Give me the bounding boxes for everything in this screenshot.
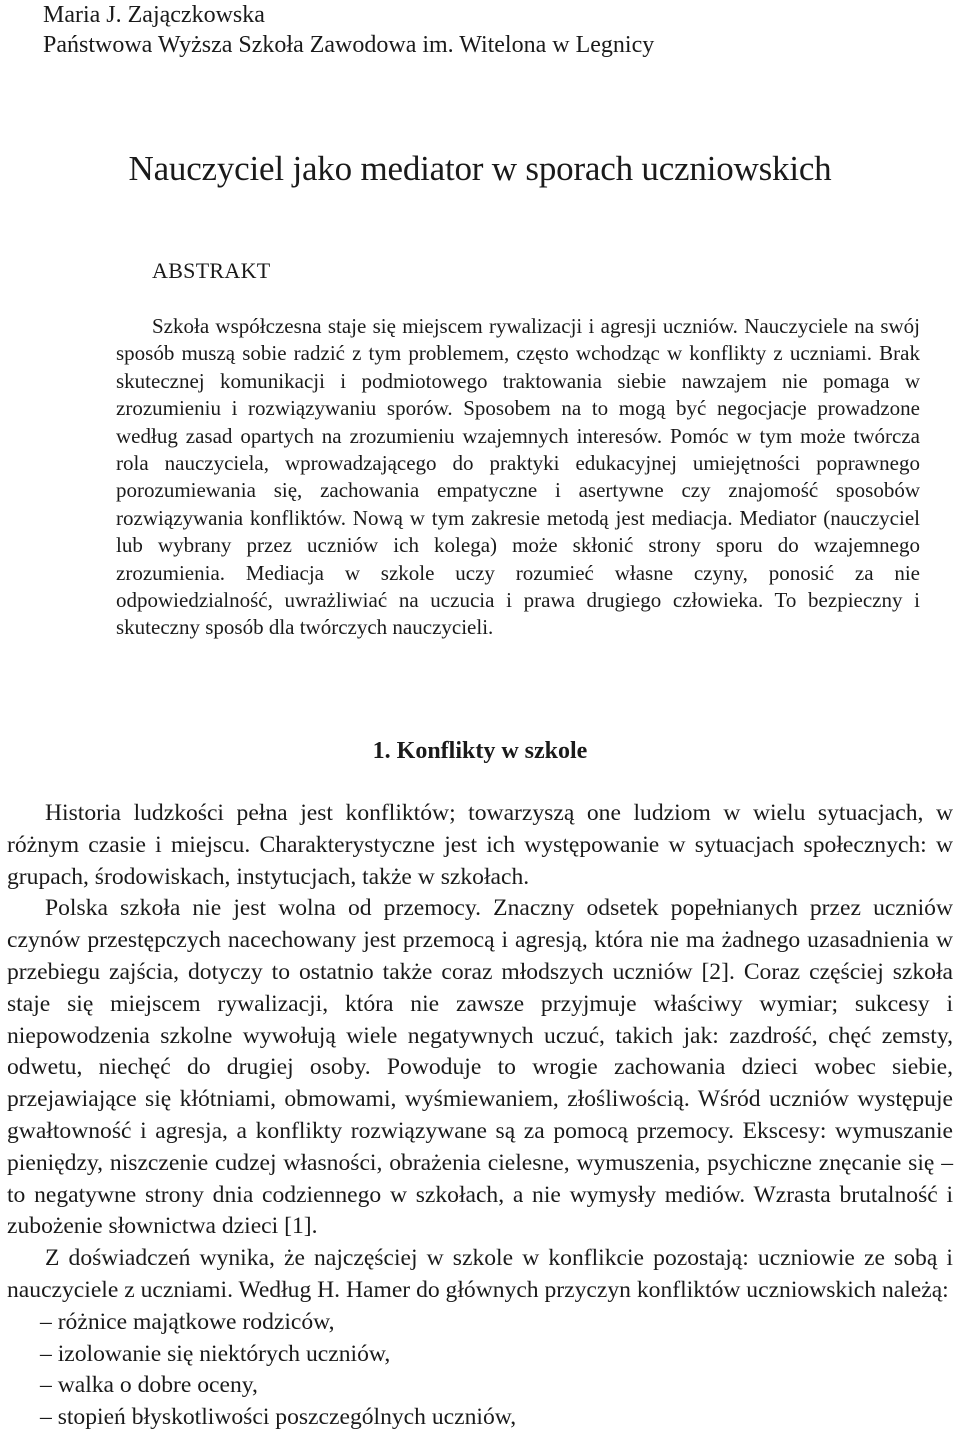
paper-title: Nauczyciel jako mediator w sporach uczniowskich xyxy=(128,149,832,188)
list-item: – izolowanie się niektórych uczniów, xyxy=(40,1340,391,1367)
author-block xyxy=(43,0,654,60)
author-affiliation: Państwowa Wyższa Szkoła Zawodowa im. Witelona w Legnicy xyxy=(43,32,655,58)
body-paragraph-1: Historia ludzkości pełna jest konfliktów; towarzyszą one ludziom w wielu sytuacjach, w różnym czasie i miejscu. Charakterystyczne jest ich występowanie w sytuacjach społecznych: w grupach, środowiskach, instytucjach, także w szkołach. xyxy=(7,800,953,890)
abstract-paragraph: Szkoła współczesna staje się miejscem rywalizacji i agresji uczniów. Nauczyciele na swój sposób muszą sobie radzić z tym problemem, często wchodząc w konflikty z uczniami. Brak skutecznej komunikacji i podmiotowego traktowania siebie nawzajem nie pomaga w zrozumieniu i rozwiązywaniu sporów. Sposobem na to mogą być negocjacje prowadzone według zasad opartych na zrozumieniu wzajemnych interesów. Pomóc w tym może twórcza rola nauczyciela, wprowadzającego do praktyki edukacyjnej umiejętności poprawnego porozumiewania się, zachowania empatyczne i asertywne czy znajomość sposobów rozwiązywania konfliktów. Nową w tym zakresie metodą jest mediacja. Mediator (nauczyciel lub wybrany przez uczniów ich kolega) może skłonić strony sporu do wzajemnego zrozumienia. Mediacja w szkole uczy rozumieć własne czyny, ponosić za nie odpowiedzialność, uwrażliwiać na uczucia i prawa drugiego człowieka. To bezpieczny i skuteczny sposób dla twórczych nauczycieli. xyxy=(116,314,920,640)
section-body xyxy=(7,798,953,1434)
body-paragraph-3: Z doświadczeń wynika, że najczęściej w szkole w konflikcie pozostają: uczniowie ze sobą i nauczyciele z uczniami. Według H. Hamer do głównych przyczyn konfliktów uczniowskich należą: xyxy=(7,1245,953,1303)
body-paragraph-2: Polska szkoła nie jest wolna od przemocy. Znaczny odsetek popełnianych przez uczniów czynów przestępczych nacechowany jest przemocą i agresją, która nie ma żadnego uzasadnienia w przebiegu zajścia, dotyczy to ostatnio także coraz młodszych uczniów [2]. Coraz częściej szkoła staje się miejscem rywalizacji, która nie zawsze przyjmuje właściwy wymiar; sukcesy i niepowodzenia szkolne wywołują wiele negatywnych uczuć, takich jak: zazdrość, chęć zemsty, odwetu, niechęć do drugiej osoby. Powoduje to wrogie zachowania dzieci wobec siebie, przejawiające się kłótniami, obmowami, wyśmiewaniem, złośliwością. Wśród uczniów występuje gwałtowność i agresja, a konflikty rozwiązywane są za pomocą przemocy. Ekscesy: wymuszanie pieniędzy, niszczenie cudzej własności, obrażenia cielesne, wymuszenia, psychiczne znęcanie się – to negatywne strony dnia codziennego w szkołach, a nie wymysły mediów. Wzrasta brutalność i zubożenie słownictwa dzieci [1]. xyxy=(7,895,953,1240)
author-name: Maria J. Zajączkowska xyxy=(43,2,265,28)
abstract-body xyxy=(116,313,920,642)
causes-list xyxy=(7,1307,953,1434)
abstract-heading: ABSTRAKT xyxy=(152,258,271,283)
section-heading: 1. Konflikty w szkole xyxy=(372,738,588,764)
list-item: – różnice majątkowe rodziców, xyxy=(40,1308,335,1335)
list-item: – walka o dobre oceny, xyxy=(40,1372,258,1399)
list-item: – stopień błyskotliwości poszczególnych uczniów, xyxy=(40,1404,517,1431)
